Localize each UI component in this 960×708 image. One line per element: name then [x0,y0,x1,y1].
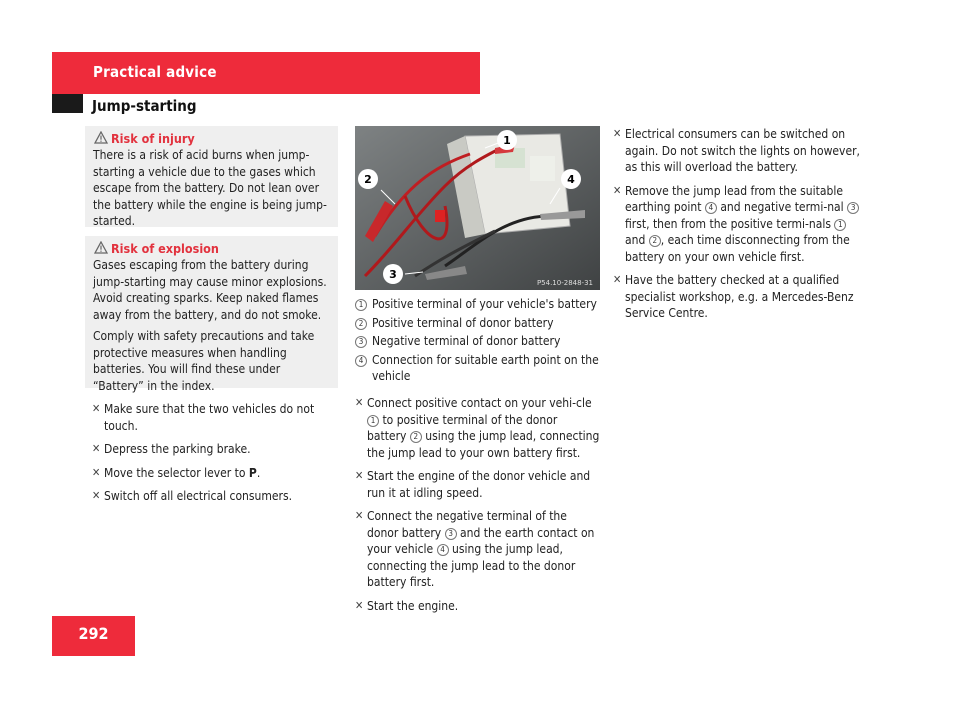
callout-label-3: 3 [389,268,397,281]
legend-item: 2 Positive terminal of donor battery [355,315,600,332]
legend-item: 1 Positive terminal of your vehicle's battery [355,296,600,313]
steps-column-1 [92,401,338,512]
warning-title: Risk of explosion [111,240,332,257]
step-marker-icon: ✕ [92,442,101,455]
step-item: ✕ Connect the negative terminal of the donor battery 3 and the earth contact on your vehicle 4 using the jump lead, connecting the jump lead to the donor battery first. [355,509,595,589]
step-item: ✕ Switch off all electrical consumers. [92,489,293,503]
step-marker-icon: ✕ [92,489,101,502]
step-item: ✕ Electrical consumers can be switched on again. Do not switch the lights on however, as this will overload the battery. [613,127,860,174]
step-marker-icon: ✕ [613,183,622,197]
step-marker-icon: ✕ [355,509,364,522]
step-marker-icon: ✕ [92,465,101,479]
step-item: ✕ Remove the jump lead from the suitable earthing point 4 and negative termi-nal 3 first, then from the positive termi-nals 1 and 2 , each time disconnecting from the battery on your own vehicle first. [613,183,863,266]
warning-text: Gases escaping from the battery during jump-starting may cause minor explosions. Avoid creating sparks. Keep naked flames away from the battery, and do not smoke. [93,258,327,322]
step-item: ✕ Connect positive contact on your vehi-cle 1 to positive terminal of the donor battery 2 using the jump lead, connecting the jump lead to your own battery first. [355,396,600,460]
step-marker-icon: ✕ [355,469,364,482]
step-item: ✕ Start the engine. [355,598,459,613]
warning-triangle-icon [94,131,108,144]
step-item: ✕ Start the engine of the donor vehicle and run it at idling speed. [355,469,591,500]
steps-column-3 [613,126,863,329]
figure-code: P54.10-2848-31 [536,279,593,287]
legend-item: 4 Connection for suitable earth point on the vehicle [355,352,600,385]
warning-text: Comply with safety precautions and take protective measures when handling batteries. You will find these under “Battery” in the index. [93,329,315,393]
page-number: 292 [78,624,109,643]
callout-label-1: 1 [503,134,511,147]
step-marker-icon: ✕ [613,127,622,140]
section-title: Practical advice [93,63,217,81]
subtitle-marker [52,94,83,113]
step-marker-icon: ✕ [92,402,101,415]
step-item: ✕ Have the battery checked at a qualified specialist workshop, e.g. a Mercedes-Benz Service Centre. [613,273,854,320]
step-marker-icon: ✕ [355,396,364,409]
page-subtitle: Jump-starting [92,97,197,115]
figure-legend [355,296,600,387]
warning-text: There is a risk of acid burns when jump-starting a vehicle due to the gases which escape from the battery. Do not lean over the battery while the engine is being jump-started. [93,148,327,228]
battery-jumpstart-photo [355,126,600,290]
warning-title: Risk of injury [111,130,332,147]
warning-box-injury [85,126,338,227]
step-marker-icon: ✕ [613,273,622,286]
callout-label-4: 4 [567,173,575,186]
warning-box-explosion [85,236,338,393]
steps-column-2 [355,395,600,621]
callout-label-2: 2 [364,173,372,186]
legend-item: 3 Negative terminal of donor battery [355,333,600,350]
warning-triangle-icon [94,241,108,254]
step-item: ✕ Make sure that the two vehicles do not touch. [92,402,315,433]
step-item: ✕ Depress the parking brake. [92,442,251,456]
selector-position: P [248,465,257,480]
step-item: ✕ Move the selector lever to P. [92,465,261,480]
battery-illustration [355,126,600,290]
step-marker-icon: ✕ [355,598,364,612]
